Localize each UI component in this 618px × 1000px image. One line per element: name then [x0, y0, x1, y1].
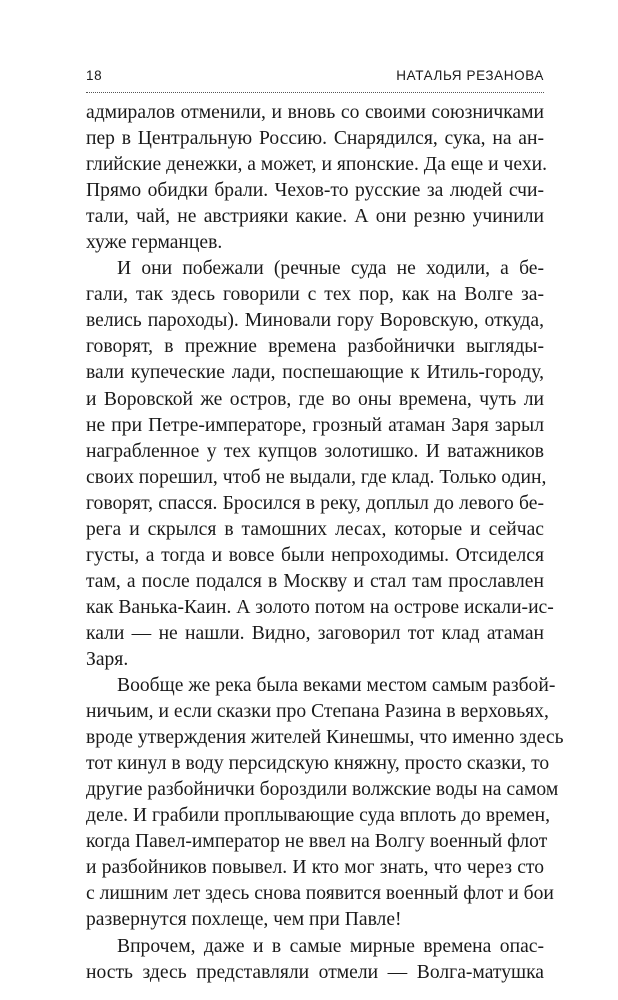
header-divider — [86, 92, 544, 93]
page-number: 18 — [86, 68, 103, 83]
text-body — [86, 100, 564, 986]
text-line: другие разбойнички бороздили волжские воды на самом — [86, 779, 559, 801]
text-line: там, а после подался в Москву и стал там прославлен — [86, 570, 544, 592]
text-line: тот кинул в воду персидскую княжну, просто сказки, то — [86, 753, 550, 775]
text-line: ничьим, и если сказки про Степана Разина в верховьях, — [86, 701, 549, 723]
text-line: глийские денежки, а может, и японские. Да еще и чехи. — [86, 154, 547, 176]
text-line: деле. И грабили проплывающие суда вплоть до времен, — [86, 805, 551, 827]
paragraph-1 — [86, 100, 547, 256]
text-line: адмиралов отменили, и вновь со своими союзничками — [86, 102, 544, 123]
paragraph-4 — [86, 934, 544, 986]
text-line: и Воровской же остров, где во оны времена, чуть ли — [86, 388, 544, 410]
author-name: НАТАЛЬЯ РЕЗАНОВА — [396, 68, 544, 83]
text-line: густы, а тогда и вовсе были непроходимы. Отсиделся — [86, 544, 544, 566]
text-line: хуже германцев. — [86, 232, 223, 254]
text-line: говорят, спасся. Бросился в реку, доплыл до левого бе- — [86, 492, 544, 514]
text-line: гали, так здесь говорили с тех пор, как на Волге за- — [86, 284, 544, 306]
text-line: вали купеческие лади, поспешающие к Итиль-городу, — [86, 362, 544, 384]
text-line: Впрочем, даже и в самые мирные времена опас- — [117, 935, 544, 957]
text-line: Заря. — [86, 648, 129, 670]
text-line: велись пароходы). Миновали гору Воровскую, откуда, — [86, 310, 544, 332]
text-line: не при Петре-императоре, грозный атаман Заря зарыл — [86, 414, 544, 436]
text-line: Прямо обидки брали. Чехов-то русские за людей счи- — [86, 180, 544, 202]
text-line: с лишним лет здесь снова появится военный флот и бои — [86, 883, 554, 905]
text-line: говорят, в прежние времена разбойнички выгляды- — [86, 336, 544, 358]
running-head — [86, 66, 544, 90]
text-line: и разбойников повывел. И кто мог знать, что через сто — [86, 857, 544, 879]
text-line: вроде утверждения жителей Кинешмы, что именно здесь — [86, 727, 564, 749]
text-line: ность здесь представляли отмели — Волга-матушка — [86, 961, 544, 983]
text-line: развернутся похлеще, чем при Павле! — [86, 909, 402, 931]
text-line: своих порешил, чтоб не выдали, где клад. Только один, — [86, 466, 547, 488]
text-line: рега и скрылся в тамошних лесах, которые и сейчас — [86, 518, 544, 540]
text-line: Вообще же река была веками местом самым разбой- — [117, 675, 556, 697]
paragraph-2 — [86, 256, 554, 673]
text-line: как Ванька-Каин. А золото потом на острове искали-ис- — [86, 596, 554, 618]
text-line: тали, чай, не австрияки какие. А они резню учинили — [86, 206, 544, 228]
text-line: когда Павел-император не ввел на Волгу военный флот — [86, 831, 548, 853]
text-line: пер в Центральную Россию. Снарядился, сука, на ан- — [86, 128, 544, 150]
text-line: кали — не нашли. Видно, заговорил тот клад атаман — [86, 622, 544, 644]
paragraph-3 — [86, 673, 564, 933]
text-line: награбленное у тех купцов золотишко. И ватажников — [86, 440, 544, 462]
text-line: И они побежали (речные суда не ходили, а бе- — [117, 258, 544, 280]
